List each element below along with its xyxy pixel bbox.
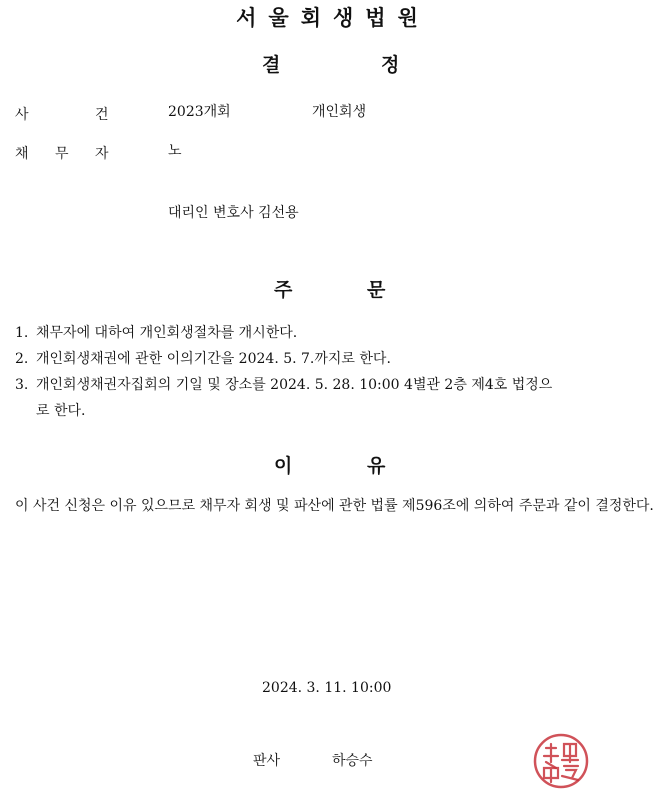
order-item-3-text-continued: 로 한다.: [36, 403, 86, 419]
decision-date: 2024. 3. 11. 10:00: [262, 680, 392, 696]
case-number: 2023개회: [168, 104, 231, 120]
order-heading-char-1: 주: [274, 279, 293, 301]
order-item-3-text: 개인회생채권자집회의 기일 및 장소를 2024. 5. 28. 10:00 4별관 2층 제4호 법정으: [36, 377, 553, 393]
reason-heading-char-2: 유: [367, 455, 386, 477]
debtor-name: 노: [168, 143, 182, 159]
case-label-char-2: 건: [95, 107, 109, 123]
order-heading-char-2: 문: [367, 279, 386, 301]
representative: 대리인 변호사 김선용: [168, 205, 299, 221]
case-type: 개인회생: [312, 104, 367, 120]
court-name: 서울회생법원: [236, 6, 430, 30]
judge-label: 판사: [253, 753, 281, 769]
doc-title-char-2: 정: [381, 54, 400, 76]
debtor-label-char-3: 자: [95, 146, 109, 162]
debtor-label-char-2: 무: [55, 146, 69, 162]
order-item-1-text: 채무자에 대하여 개인회생절차를 개시한다.: [36, 325, 298, 341]
order-item-1-number: 1.: [15, 325, 29, 341]
case-label-char-1: 사: [15, 107, 29, 123]
debtor-label-char-1: 채: [15, 146, 29, 162]
order-item-2-number: 2.: [15, 351, 29, 367]
order-item-3-number: 3.: [15, 377, 29, 393]
reason-text: 이 사건 신청은 이유 있으므로 채무자 회생 및 파산에 관한 법률 제596조에 의하여 주문과 같이 결정한다.: [15, 498, 654, 514]
reason-heading-char-1: 이: [274, 455, 293, 477]
judge-name: 하승수: [332, 753, 373, 769]
judge-seal-stamp: [532, 732, 590, 790]
doc-title-char-1: 결: [262, 54, 281, 76]
order-item-2-text: 개인회생채권에 관한 이의기간을 2024. 5. 7.까지로 한다.: [36, 351, 391, 367]
